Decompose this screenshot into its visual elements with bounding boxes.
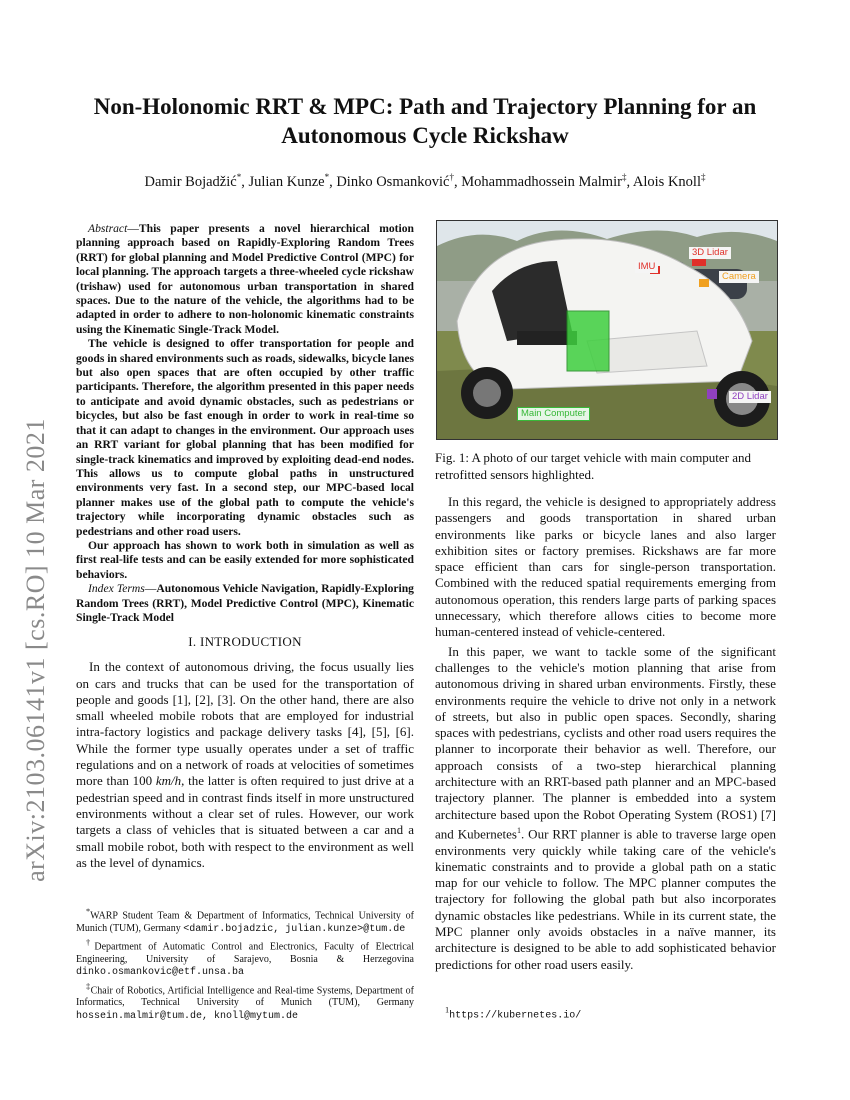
footnote-url: https://kubernetes.io/ — [449, 1010, 582, 1022]
label-3d-lidar: 3D Lidar — [689, 247, 731, 259]
arxiv-identifier: arXiv:2103.06141v1 [cs.RO] 10 Mar 2021 — [21, 418, 50, 882]
footnote-text: WARP Student Team & Department of Informatics, Technical University of Munich (TUM), Germany — [76, 910, 414, 934]
author-footnotes — [76, 906, 414, 1024]
body-text: In this paper, we want to tackle some of the significant challenges to the vehicle's motion planning that arise from autonomous driving in shared urban environments. Firstly, these environments require the vehicle to drive not only in a network of streets, but also in public open spaces. Secondly, sharing spaces with pedestrians, cyclists and other road users requires the planner to incorporate their behavior as well. Therefore, our approach consists of a two-step hierarchical planning architecture with an RRT-based path planner and an MPC-based trajectory planner. The planner is embedded into a system architecture based upon the Robot Operating System (ROS1) [7] and Kubernetes — [435, 643, 776, 842]
label-2d-lidar: 2D Lidar — [729, 391, 771, 403]
label-main-computer: Main Computer — [517, 407, 590, 421]
author-mark: † — [449, 172, 454, 182]
author-name: Julian Kunze — [248, 173, 325, 190]
figure-caption: Fig. 1: A photo of our target vehicle with main computer and retrofitted sensors highlighted. — [435, 450, 752, 482]
author-mark: ‡ — [621, 172, 627, 182]
label-imu: IMU — [635, 261, 658, 273]
abstract-paragraph: The vehicle is designed to offer transportation for people and goods in shared environments such as roads, sidewalks, bicycle lanes but also open spaces that are often occupied by other traffic participants. Therefore, the algorithm presented in this paper needs to anticipate and avoid dynamic obstacles, such as pedestrians or bicycles, but also be fast enough in order to work in real-time so that it can adapt to changes in the environment. Our approach uses an RRT variant for global planning that has been modified for single-track kinematics and improved by exploiting dead-end nodes. This allows us to compute global paths in unstructured environments very fast. In a second step, our MPC-based local planner makes use of the global path to compute the vehicle's trajectory while incorporating dynamic obstacles such as pedestrians and other road users. — [76, 337, 414, 538]
footnote-email: <damir.bojadzic, julian.kunze>@tum.de — [183, 923, 406, 935]
section-heading: I. INTRODUCTION — [188, 634, 302, 649]
label-camera: Camera — [719, 271, 759, 283]
footnote-mark: 1 — [445, 1006, 450, 1015]
abstract-label: Abstract — [88, 222, 128, 235]
footnote-text: Department of Automatic Control and Electronics, Faculty of Electrical Engineering, University of Sarajevo, Bosnia & Herzegovina — [76, 941, 414, 965]
index-terms: Autonomous Vehicle Navigation, Rapidly-Exploring Random Trees (RRT), Model Predictive Control (MPC), Kinematic Single-Track Model — [76, 582, 414, 624]
body-text: . Our RRT planner is able to traverse large open environments very quickly while taking care of the vehicle's kinematic constraints and to provide a global path on a static map for our vehicle to follow. The MPC planner computes the trajectory for following the global path but also incorporates dynamic obstacles like pedestrians. While in its current state, the MPC planner only avoids obstacles in a naïve manner, its architecture is designed to be able to add sophisticated behavior predictions for other road users easily. — [435, 826, 777, 972]
intro-text: , the latter is often required to just drive at a pedestrian speed and in contrast finds itself in more unstructured environments without a clear set of rules. However, our work targets a class of vehicles that is situated between a car and a small mobile robot, both with respect to the environment as well as the level of dynamics. — [76, 773, 415, 870]
abstract: Abstract—This paper presents a novel hierarchical motion planning approach based on Rapidly-Exploring Random Trees (RRT) for global planning and Model Predictive Control (MPC) for local planning. The approach targets a three-wheeled cycle rickshaw (trishaw) used for autonomous urban transportation in shared spaces. Due to the nature of the vehicle, the algorithms had to be adapted in order to adhere to non-holonomic kinematic constraints using the Kinematic Single-Track Model. The vehicle is designed to offer transportation for people and goods in shared environments such as roads, sidewalks, bicycle lanes but also open spaces that are often occupied by other traffic participants. Therefore, the algorithm presented in this paper needs to anticipate and avoid dynamic obstacles, such as pedestrians or bicycles, but also be fast enough in order to work in real-time so that it can adapt to changes in the environment. Our approach uses an RRT variant for global planning that has been modified for single-track kinematics and improved by exploiting dead-end nodes. This allows us to compute global paths in unstructured environments very fast. In a second step, our MPC-based local planner makes use of the global path to compute the vehicle's trajectory while incorporating dynamic obstacles such as pedestrians and other road users. Our approach has shown to work both in simulation as well as first real-life tests and can be easily extended for more sophisticated behaviors. Index Terms—Autonomous Vehicle Navigation, Rapidly-Exploring Random Trees (RRT), Model Predictive Control (MPC), Kinematic Single-Track Model — [76, 222, 414, 624]
body-paragraph: In this regard, the vehicle is designed to appropriately address passengers and goods transportation in shared urban environments like parks or bicycle lanes and also larger exhibition sites or factory premises. Rickshaws are far more space efficient than cars for single-person transportation. Combined with the reduced spatial requirements emerging from autonomous operation, this renders large parts of parking spaces unnecessary, which therefore allows cities to become more human-centered instead of vehicle-centered. — [435, 494, 776, 640]
abstract-paragraph: Our approach has shown to work both in simulation as well as first real-life tests and can be easily extended for more sophisticated behaviors. — [76, 538, 414, 581]
footnote-email: dinko.osmankovic@etf.unsa.ba — [76, 967, 245, 979]
paper-title: Non-Holonomic RRT & MPC: Path and Trajectory Planning for an Autonomous Cycle Rickshaw — [93, 94, 757, 148]
footnote-text: Chair of Robotics, Artificial Intelligence and Real-time Systems, Department of Informatics, Technical University of Munich (TUM), Germany — [76, 985, 415, 1009]
kubernetes-footnote — [435, 1005, 776, 1023]
author-name: Alois Knoll — [632, 173, 701, 190]
footnote-mark: ‡ — [86, 981, 91, 991]
footnote-mark: * — [86, 907, 91, 916]
right-column-text — [435, 494, 776, 973]
footnote-ref: 1 — [516, 825, 521, 835]
figure-photo — [436, 220, 778, 440]
author-name: Dinko Osmanković — [336, 173, 450, 190]
introduction — [76, 634, 414, 871]
intro-text: In the context of autonomous driving, the focus usually lies on cars and trucks that can be used for the transportation of people and goods [1], [2], [3]. On the other hand, there are also small wheeled mobile robots that are employed for industrial intra-factory logistics and package delivery tasks [4], [5], [6]. While the former type usually operates under a set of traffic regulations and on a network of roads at velocities of sometimes more than 100 — [76, 659, 414, 789]
author-mark: ‡ — [700, 172, 706, 182]
unit: km/h — [155, 773, 182, 789]
author-mark: * — [236, 172, 242, 182]
abstract-paragraph: This paper presents a novel hierarchical motion planning approach based on Rapidly-Exploring Random Trees (RRT) for global planning and Model Predictive Control (MPC) for local planning. The approach targets a three-wheeled cycle rickshaw (trishaw) used for autonomous urban transportation in shared spaces. Due to the nature of the vehicle, the algorithms had to be adapted in order to adhere to non-holonomic kinematic constraints using the Kinematic Single-Track Model. — [76, 222, 414, 336]
author-name: Damir Bojadžić — [144, 173, 237, 190]
footnote-mark: † — [86, 938, 95, 948]
author-mark: * — [324, 172, 330, 182]
author-name: Mohammadhossein Malmir — [461, 173, 622, 190]
footnote-email: hossein.malmir@tum.de, knoll@mytum.de — [76, 1010, 299, 1022]
arxiv-sidebar — [6, 290, 66, 1010]
author-list: Damir Bojadžić*, Julian Kunze*, Dinko Osmanković†, Mohammadhossein Malmir‡, Alois Knoll‡ — [144, 172, 706, 190]
index-terms-label: Index Terms — [88, 582, 145, 596]
